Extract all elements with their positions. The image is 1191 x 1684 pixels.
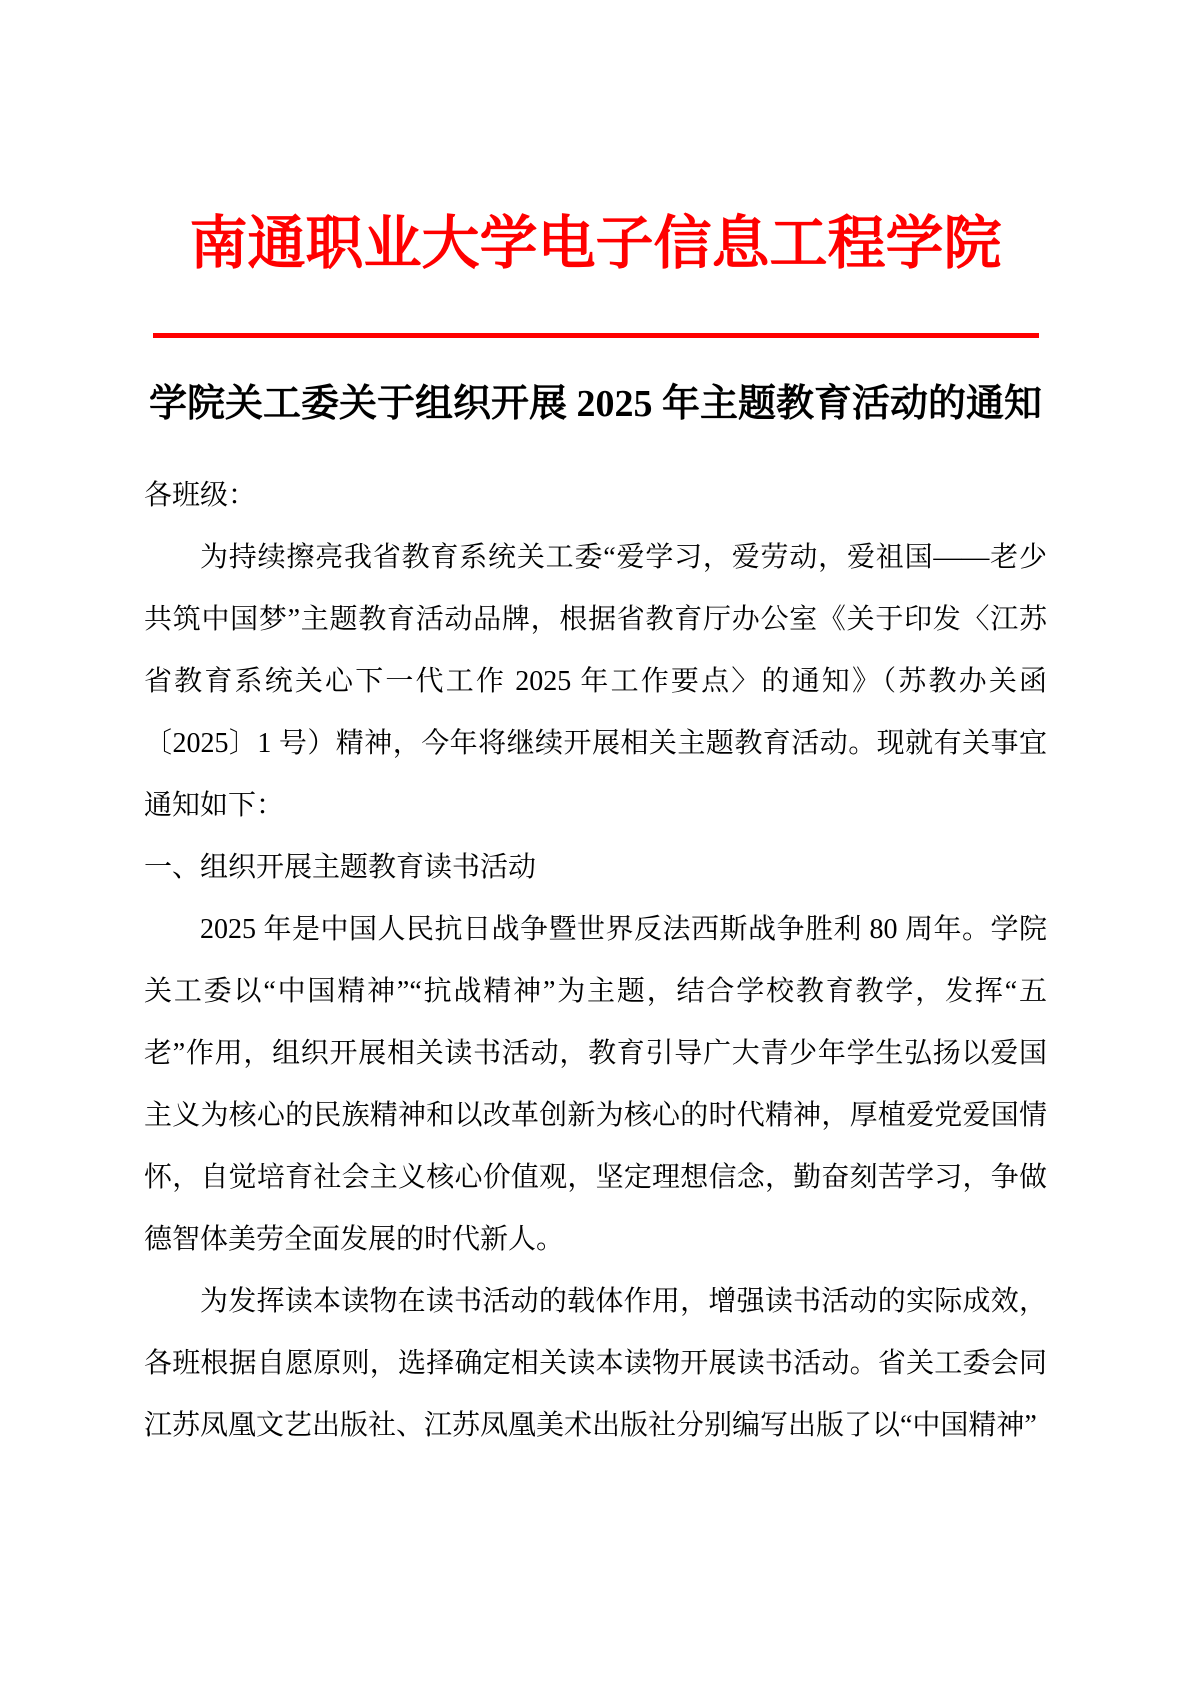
salutation: 各班级：: [144, 480, 257, 511]
paragraph-intro: 为持续擦亮我省教育系统关工委“爱学习，爱劳动，爱祖国——老少共筑中国梦”主题教育活动品牌，根据省教育厅办公室《关于印发〈江苏省教育系统关心下一代工作 2025 年工作要点〉的通知》（苏教办关函〔2025〕1 号）精神，今年将继续开展相关主题教育活动。现就有关事宜通知如下：: [144, 542, 1047, 821]
document-body: [144, 465, 1047, 1457]
letterhead-divider-rule: [153, 333, 1039, 338]
letterhead-title: 南通职业大学电子信息工程学院: [189, 211, 1002, 276]
paragraph-reading-activity: 2025 年是中国人民抗日战争暨世界反法西斯战争胜利 80 周年。学院关工委以“中国精神”“抗战精神”为主题，结合学校教育教学，发挥“五老”作用，组织开展相关读书活动，教育引导广大青少年学生弘扬以爱国主义为核心的民族精神和以改革创新为核心的时代精神，厚植爱党爱国情怀，自觉培育社会主义核心价值观，坚定理想信念，勤奋刻苦学习，争做德智体美劳全面发展的时代新人。: [144, 914, 1047, 1255]
document-title: 学院关工委关于组织开展 2025 年主题教育活动的通知: [148, 383, 1042, 425]
paragraph-reading-materials: 为发挥读本读物在读书活动的载体作用，增强读书活动的实际成效，各班根据自愿原则，选择确定相关读本读物开展读书活动。省关工委会同江苏凤凰文艺出版社、江苏凤凰美术出版社分别编写出版了以“中国精神”: [144, 1286, 1047, 1441]
section-heading-1: 一、组织开展主题教育读书活动: [144, 852, 537, 883]
